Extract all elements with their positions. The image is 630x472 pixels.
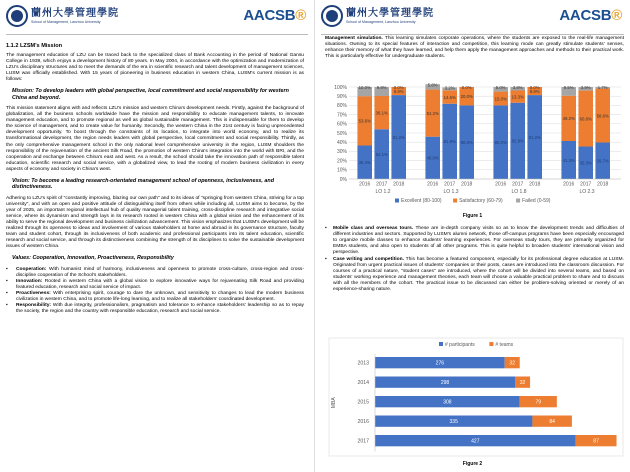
header-rule (321, 34, 624, 35)
data-label: 32 (519, 379, 526, 386)
x-tick-label: 2018 (461, 181, 473, 188)
value-item: ▪ Responsibility: With due integrity, professionalism, pragmatism and tolerance to enhance stakeholders' leadership so as to repay the society, the region and the country with responsible education, research and social service. (6, 302, 304, 314)
x-tick-label: 2017 (376, 181, 388, 188)
data-label: 36.1% (375, 110, 388, 116)
right-bullets (325, 226, 624, 295)
legend-entry: # participants (445, 341, 475, 348)
data-label: 0.0% (461, 85, 472, 90)
data-label: 58.6% (596, 113, 609, 119)
data-label: 84 (549, 418, 555, 425)
data-label: 87 (593, 438, 599, 445)
learning-outcomes-chart (325, 82, 625, 213)
data-label: 298 (440, 379, 450, 386)
x-tick-label: 2018 (529, 181, 541, 188)
data-label: 32 (509, 360, 515, 367)
category-label: 2015 (357, 399, 369, 406)
bullet-case-writing: ▪ Case writing and competition. This has become a featured component, especially for its professional degree education at LUSM. Originated from urgent practical issues of students' companies or their posts, cases are introduced into the classroom discussion. For courses of a practical nature, "student cases" are introduced, where the cohort will be divided into several teams, and based on students' working experience and management theories, each team will choose a valuable practical problem to share and to discuss with all the members of the cohort. The practical issue to be discussed can either be problem-solving oriented or merely of an experience-sharing nature. (325, 257, 624, 293)
legend-swatch (439, 342, 443, 346)
data-label: 9.5% (563, 85, 574, 90)
group-label: LO 1.2 (375, 189, 391, 195)
right-page (315, 0, 630, 472)
legend-swatch (453, 199, 457, 203)
data-label: 3.2% (444, 85, 455, 91)
bullet-mobile-class: ▪ Mobile class and overseas tours. These are in-depth company visits so as to know the development trends and difficulties of different industries and sectors. Supported by LUSM's alumni network, those off-campus programs have been especially encouraged to organize mobile classes to enhance students' learning experiences. For overseas study tours, they are primarily organized for EMBA students, and also open to students of all other programs. This is quite helpful to broaden students' international vision and perspective. (325, 226, 624, 256)
data-label: 13.3% (511, 94, 524, 100)
school-logo (6, 5, 119, 27)
vision-statement: Vision: To become a leading research-orientated management school of openness, inclusiveness, and distinctiveness. (12, 177, 275, 191)
data-label: 35.3% (579, 160, 592, 166)
x-tick-label: 2017 (580, 181, 592, 188)
category-label: 2014 (357, 379, 369, 386)
mba-participants-chart-svg (329, 338, 623, 456)
y-tick-label: 40% (336, 140, 347, 146)
data-label: 49.2% (562, 116, 575, 122)
data-label: 14.6% (443, 94, 456, 100)
logo-chinese-name: 蘭州大學管理學院 (346, 7, 434, 19)
x-tick-label: 2018 (597, 181, 609, 188)
data-label: 0.0% (393, 85, 404, 90)
legend-swatch (489, 342, 493, 346)
y-tick-label: 30% (336, 149, 347, 156)
data-label: 10.0% (358, 85, 371, 90)
legend-entry: # teams (495, 341, 514, 348)
data-label: 8.8% (393, 88, 404, 94)
mission-explanation-text: This mission statement aligns with and reflects LZU's mission and western China's development needs. Firstly, against the background of globalization, all the business schools worldwide have the mission and responsibility to educate management talents, to innovate management education, and to promote regional as well as global sustainable management. This is indispensable for them to develop the science of management, and to create value for humanity. Secondly, the western China in the 21st century is facing unprecedented development opportunity. To boost through the constraints of its location, to integrate into world economy, and to realize its transformational development, the region needs leaders with global perspective, local commitment and social responsibility. Thirdly, as the only comprehensive management school in the only national level comprehensive university in the region, LUSM shoulders the responsibility of the rejuvenation of the ancient Silk Road, the promotion of western China's integration into the world with BRI, and the cooperation and exchange between China's east and west. As a result, the school should take the innovation path of responsible talent education, scientific research and social service, with a globalized view, to lead the rooting of modern business civilization in every aspects of economy and society in China's west. (6, 106, 304, 172)
data-label: 81.8% (443, 139, 456, 145)
legend-entry: Excellent (80-100) (401, 198, 442, 204)
values-title: Values: Cooperation, Innovation, Proactiveness, Responsibility (12, 255, 174, 262)
category-label: 2017 (357, 438, 369, 445)
aacsb-logo: AACSB® (243, 7, 306, 24)
school-logo (321, 5, 434, 27)
paragraph-vision-explanation: Adhering to LZU's spirit of "constantly improving, blazing our own path" and to its ideas of "springing from western China, striving for a top university", and with an open and positive attitude of distinguishing itself from others while including all, LUSM aims to become, by the year of 2025, an important regional intellectual hub of quality managerial talent training, cross-discipline research and integrative social service, where its dynamism and strength lays in its research rooted in western China with a global vision and the enhancement of its ability to serve the regional development and business civilization advancement. This vision emphasizes that LUSM's development will be realized through its openness to ideas and involvement of various stakeholders at home and abroad in its governance structure, faculty team and student cohort, through its inclusiveness of both academic and professional participants into its talent education, scientific research and social service, and through its distinctiveness combining the strength of its disciplines to solve the sustainable development issues of western China. (6, 195, 304, 250)
section-title: 1.1.2 LZSM's Mission (6, 43, 63, 49)
data-label: 20.0% (460, 94, 473, 99)
y-tick-label: 50% (336, 130, 347, 137)
data-label: 5.0% (495, 85, 506, 90)
logo-english-name: School of Management, Lanzhou University (31, 19, 101, 24)
figure-2-caption: Figure 2 (462, 461, 483, 467)
header-rule (6, 34, 308, 35)
group-label: LO 2.3 (579, 189, 595, 195)
y-tick-label: 70% (336, 112, 347, 119)
data-label: 427 (471, 438, 480, 445)
legend-entry: Failed (0-59) (522, 198, 551, 204)
mission-statement: Mission: To develop leaders with global perspective, local commitment and social responsibility for western China and beyond. (12, 88, 289, 101)
data-label: 79 (535, 399, 542, 406)
data-label: 308 (443, 399, 452, 406)
learning-outcomes-chart-svg (325, 82, 625, 213)
paragraph-management-simulation: Management simulation. This learning simulates corporate operations, where the students are exposed to the real-life management situations. Owning to its special features of interaction and competition, this learning mode can greatly stimulate students' senses, enhance their memory of what they have learned, and help them apply the management approaches and methods to their practical work. This is particularly effective for undergraduate students. (325, 36, 624, 60)
left-content (6, 40, 304, 315)
data-label: 9.8% (376, 85, 387, 90)
x-tick-label: 2016 (427, 181, 439, 188)
seal-icon (6, 5, 28, 27)
x-tick-label: 2016 (563, 181, 575, 188)
data-label: 1.7% (597, 85, 608, 90)
value-item: ▪ Proactiveness: With enterprising spirit, courage to dare the unknown, and sensitivity to changes to lead the modern business civilization in western China, and to promote life-long learning, and to realize all stakeholders' coordinated development. (6, 290, 304, 302)
x-tick-label: 2017 (444, 181, 456, 188)
legend-swatch (516, 199, 520, 203)
legend-entry: Satisfactory (60-79) (459, 198, 503, 204)
x-tick-label: 2017 (512, 181, 524, 188)
x-tick-label: 2016 (495, 181, 507, 188)
value-item: ▪ Cooperation: With humanist mind of harmony, inclusiveness and openness to promote cross-culture, cross-region and cross-discipline cooperation of the School's stakeholders. (6, 266, 304, 278)
data-label: 82.9% (511, 138, 524, 144)
category-label: 2016 (357, 418, 369, 425)
category-label: 2013 (357, 360, 369, 367)
x-tick-label: 2016 (359, 181, 371, 188)
y-tick-label: 10% (336, 167, 347, 174)
data-label: 335 (449, 418, 458, 425)
aacsb-logo: AACSB® (559, 7, 622, 24)
group-label: LO 1.8 (511, 189, 527, 195)
y-tick-label: 100% (334, 84, 347, 91)
y-tick-label: 20% (336, 158, 347, 165)
data-label: 46.0% (426, 155, 439, 161)
seal-icon (321, 5, 343, 27)
page-header (0, 0, 314, 36)
y-tick-label: 90% (336, 94, 347, 100)
data-label: 80.0% (494, 140, 507, 145)
logo-chinese-name: 蘭州大學管理學院 (31, 7, 119, 19)
data-label: 3.8% (512, 85, 523, 90)
data-label: 3.9% (580, 85, 591, 90)
aacsb-wordmark: AACSB (559, 7, 612, 24)
paragraph-mission-explanation (6, 106, 304, 173)
data-label: 39.7% (596, 158, 609, 164)
data-label: 80.0% (460, 140, 473, 145)
aacsb-wordmark: AACSB (243, 7, 296, 24)
page-header (315, 0, 630, 36)
paragraph-history: The management education of LZU can be traced back to the specialized class of Bank Accounting in the period of National Gansu College in 1939, which enjoys a development history of 80 years. In May 2004, in accordance with the optimization and modernization of LZU's disciplinary structures and to meet the demands of the era in scientific research and talent development of management sciences, LUSM was officially established. With 15 years of pioneering in business education in western China, LUSM's current mission is as follows: (6, 53, 304, 83)
y-tick-label: 80% (336, 103, 347, 110)
data-label: 0.0% (529, 85, 540, 90)
data-label: 91.2% (528, 134, 541, 140)
data-label: 60.8% (579, 116, 592, 122)
data-label: 5.8% (427, 82, 438, 88)
mba-participants-chart (329, 338, 623, 456)
data-label: 41.3% (562, 157, 575, 163)
x-tick-label: 2018 (393, 181, 405, 188)
logo-english-name: School of Management, Lanzhou University (346, 19, 416, 24)
data-label: 54.1% (375, 151, 388, 157)
legend-swatch (395, 199, 399, 203)
data-label: 51.2% (426, 110, 439, 116)
data-label: 91.2% (392, 134, 405, 140)
data-label: 36.4% (358, 160, 371, 166)
y-tick-label: 0% (339, 176, 347, 183)
y-axis-label: MBA (331, 397, 337, 409)
right-content (325, 36, 624, 64)
figure-1-caption: Figure 1 (462, 213, 483, 219)
data-label: 8.8% (529, 88, 540, 94)
value-item: ▪ Innovation: Rooted in western China with a global vision to explore innovative ways for rejuvenating Silk Road and providing featured education, research and social service of impact. (6, 278, 304, 290)
data-label: 53.6% (358, 118, 371, 124)
y-tick-label: 60% (336, 121, 347, 128)
group-label: LO 1.3 (443, 189, 459, 195)
data-label: 276 (435, 360, 445, 367)
data-label: 15.0% (494, 96, 507, 102)
